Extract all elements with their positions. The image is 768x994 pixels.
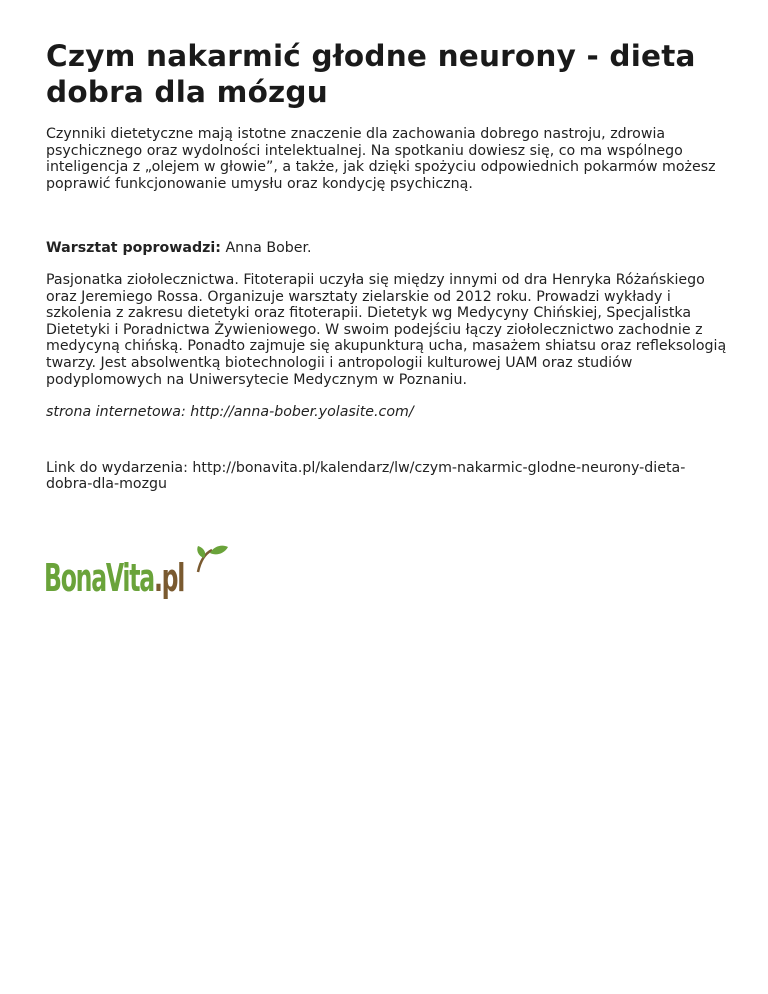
website-line[interactable]: strona internetowa: http://anna-bober.yolasite.com/ bbox=[46, 404, 414, 421]
logo-text-main: BonaVita bbox=[44, 556, 154, 600]
page-title: Czym nakarmić głodne neurony - dieta dobra dla mózgu bbox=[46, 39, 696, 109]
bio-paragraph: Pasjonatka ziołolecznictwa. Fitoterapii uczyła się między innymi od dra Henryka Różańskiego oraz Jeremiego Rossa. Organizuje warsztaty zielarskie od 2012 roku. Prowadzi wykłady i szkolenia z zakresu dietetyki oraz fitoterapii. Dietetyk wg Medycyny Chińskiej, Specjalistka Dietetyki i Poradnictwa Żywieniowego. W swoim podejściu łączy ziołolecznictwo zachodnie z medycyną chińską. Ponadto zajmuje się akupunkturą ucha, masażem shiatsu oraz refleksologią twarzy. Jest absolwentką biotechnologii i antropologii kulturowej UAM oraz studiów podyplomowych na Uniwersytecie Medycznym w Poznaniu. bbox=[46, 271, 727, 388]
event-link[interactable]: Link do wydarzenia: http://bonavita.pl/kalendarz/lw/czym-nakarmic-glodne-neurony-dieta-dobra-dla-mozgu bbox=[46, 459, 686, 493]
host-name: Anna Bober. bbox=[220, 240, 312, 257]
logo-text bbox=[44, 554, 184, 602]
intro-paragraph: Czynniki dietetyczne mają istotne znaczenie dla zachowania dobrego nastroju, zdrowia psychicznego oraz wydolności intelektualnej. Na spotkaniu dowiesz się, co ma wspólnego inteligencja z „olejem w głowie”, a także, jak dzięki spożyciu odpowiednich pokarmów możesz poprawić funkcjonowanie umysłu oraz kondycję psychiczną. bbox=[46, 126, 716, 192]
leaf-icon bbox=[194, 544, 230, 574]
host-label: Warsztat poprowadzi: bbox=[46, 240, 221, 257]
document-body bbox=[46, 38, 736, 493]
bonavita-logo bbox=[44, 544, 230, 614]
logo-text-domain: .pl bbox=[153, 556, 185, 600]
host-line bbox=[46, 240, 736, 257]
